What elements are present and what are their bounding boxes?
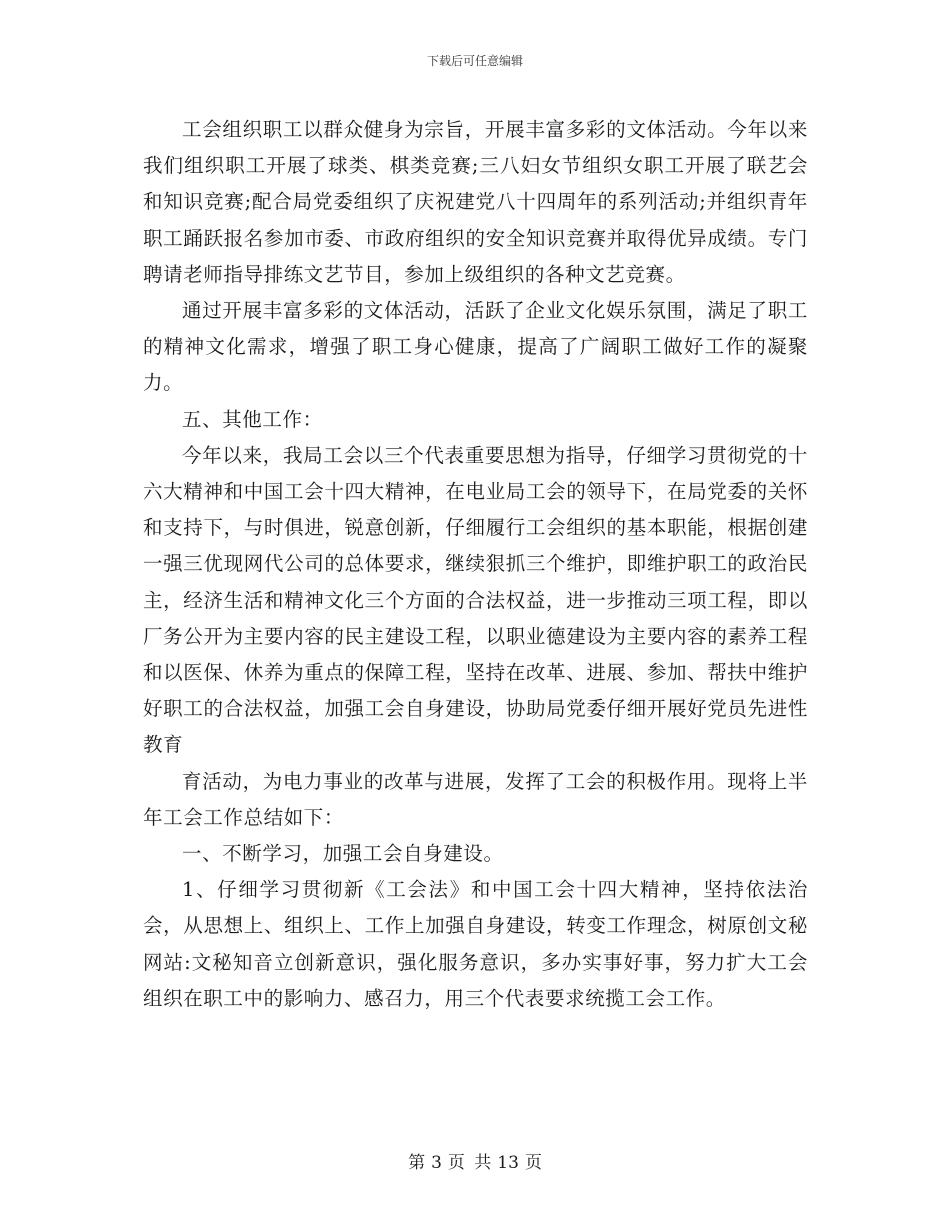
paragraph-summary-intro: 育活动，为电力事业的改革与进展，发挥了工会的积极作用。现将上半年工会工作总结如下： xyxy=(143,769,808,829)
footer-total-pages: 13 xyxy=(497,1153,519,1173)
paragraph-union-law-study: 1、仔细学习贯彻新《工会法》和中国工会十四大精神，坚持依法治会，从思想上、组织上、工作上加强自身建设，转变工作理念，树原创文秘网站:文秘知音立创新意识，强化服务意识，多办实事好事，努力扩大工会组织在职工中的影响力、感召力，用三个代表要求统揽工会工作。 xyxy=(143,878,808,1010)
page-footer xyxy=(0,1152,950,1174)
paragraph-sports-activities: 工会组织职工以群众健身为宗旨，开展丰富多彩的文体活动。今年以来我们组织职工开展了球类、棋类竞赛;三八妇女节组织女职工开展了联艺会和知识竞赛;配合局党委组织了庆祝建党八十四周年的系列活动;并组织青年职工踊跃报名参加市委、市政府组织的安全知识竞赛并取得优异成绩。专门聘请老师指导排练文艺节目，参加上级组织的各种文艺竞赛。 xyxy=(143,118,808,286)
paragraph-union-overview: 今年以来，我局工会以三个代表重要思想为指导，仔细学习贯彻党的十六大精神和中国工会十四大精神，在电业局工会的领导下，在局党委的关怀和支持下，与时俱进，锐意创新，仔细履行工会组织的基本职能，根据创建一强三优现网代公司的总体要求，继续狠抓三个维护，即维护职工的政治民主，经济生活和精神文化三个方面的合法权益，进一步推动三项工程，即以厂务公开为主要内容的民主建设工程，以职业德建设为主要内容的素养工程和以医保、休养为重点的保障工程，坚持在改革、进展、参加、帮扶中维护好职工的合法权益，加强工会自身建设，协助局党委仔细开展好党员先进性教育 xyxy=(143,443,808,757)
header-note: 下载后可任意编辑 xyxy=(426,54,523,68)
footer-middle: 页 共 xyxy=(447,1153,492,1173)
section-heading-other-work: 五、其他工作： xyxy=(182,407,323,431)
footer-suffix: 页 xyxy=(524,1153,542,1173)
document-body xyxy=(143,112,808,1017)
footer-prefix: 第 xyxy=(408,1153,426,1173)
paragraph-activity-results: 通过开展丰富多彩的文体活动，活跃了企业文化娱乐氛围，满足了职工的精神文化需求，增强了职工身心健康，提高了广阔职工做好工作的凝聚力。 xyxy=(143,299,808,395)
section-heading-self-building: 一、不断学习，加强工会自身建设。 xyxy=(182,842,504,866)
footer-current-page: 3 xyxy=(431,1153,442,1173)
